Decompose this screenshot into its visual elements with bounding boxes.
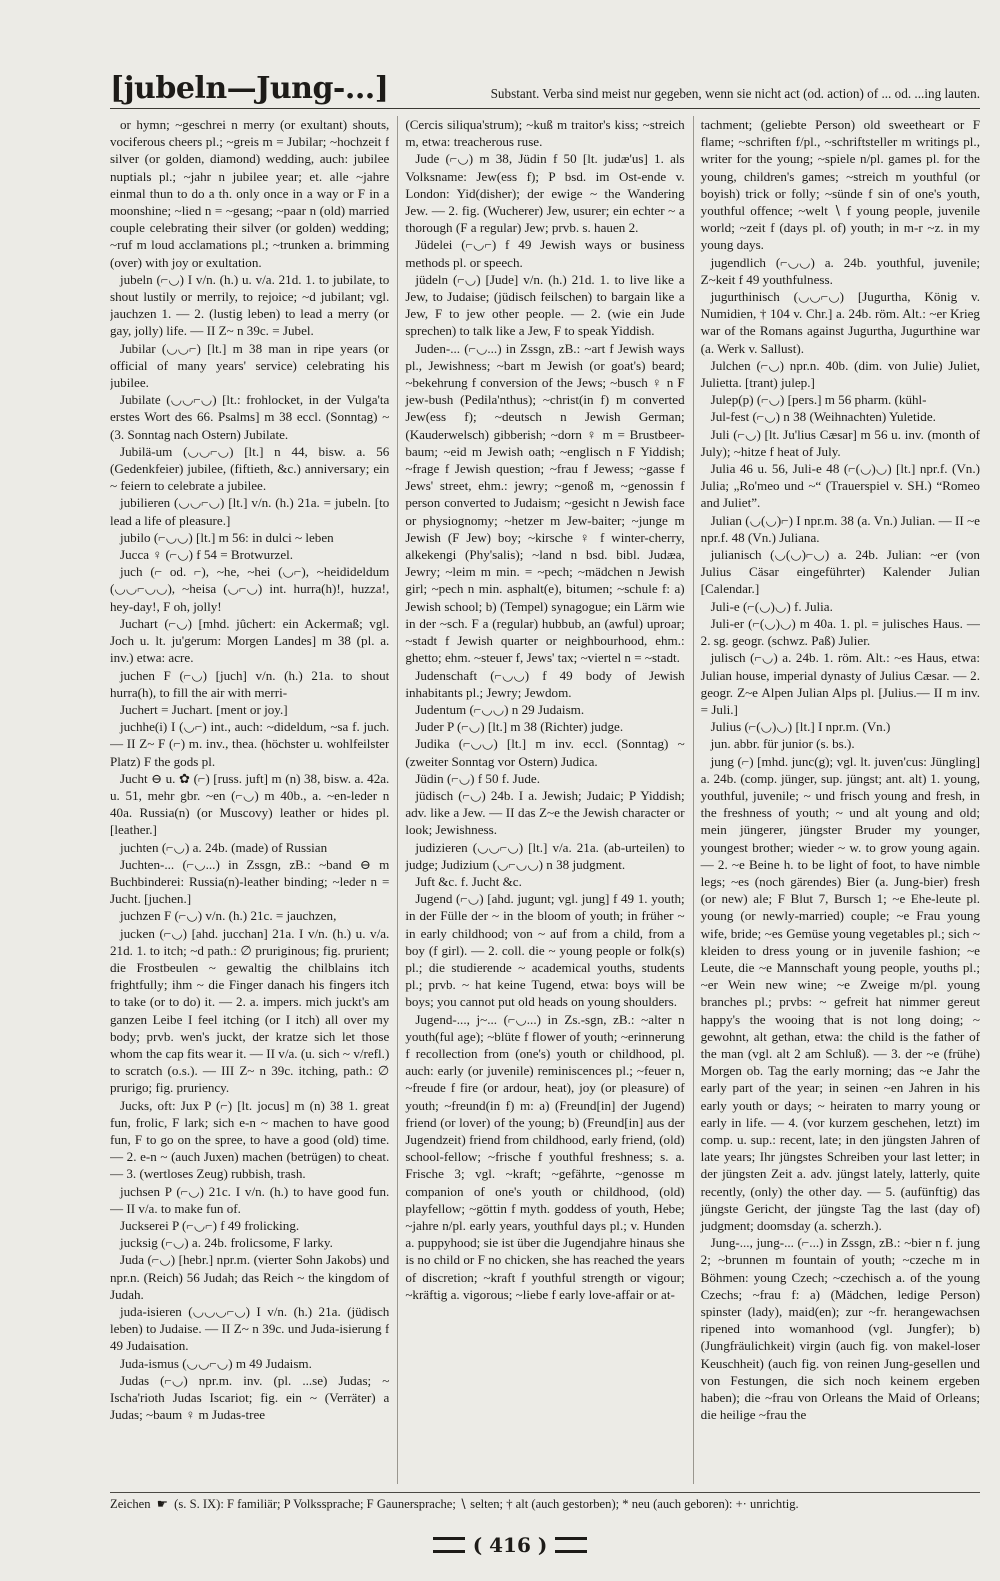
dictionary-entry: jüdeln (⌐◡) [Jude] v/n. (h.) 21d. 1. to live like a Jew, to Judaise; (jüdisch feilschen) to bargain like a Jew, F to jew other people. — 2. (wie ein Jude sprechen) to talk like a Jew, F to speak Yiddish. — [405, 271, 685, 339]
dictionary-entry: Judentum (⌐◡◡) n 29 Judaism. — [415, 701, 585, 717]
dictionary-entry: jucksig (⌐◡) a. 24b. frolicsome, F larky. — [120, 1235, 333, 1251]
dictionary-entry: Judenschaft (⌐◡◡) f 49 body of Jewish inhabitants pl.; Jewry; Jewdom. — [405, 667, 685, 700]
dictionary-entry: jüdisch (⌐◡) 24b. I a. Jewish; Judaic; P Yiddish; adv. like a Jew. — II das Z~e the Jewish character or look; Jewishness. — [405, 787, 685, 838]
header-note: Substant. Verba sind meist nur gegeben, wenn sie nicht act (od. action) of ... od. ...ing lauten. — [490, 86, 980, 101]
dictionary-entry: Juchten-... (⌐◡...) in Zssgn, zB.: ~band ⊖ m Buchbinderei: Russia(n)-leather binding; ~leder n = Jucht. [juchen.] — [110, 856, 390, 907]
dictionary-entry: Julchen (⌐◡) npr.n. 40b. (dim. von Julie) Juliet, Julietta. [trant) julep.] — [700, 357, 980, 391]
dictionary-entry: Jucks, oft: Jux P (⌐) [lt. jocus] m (n) 38 1. great fun, frolic, F lark; sich e-n ~ machen to have good fun, F to go on the spree, to have a good (old) time. — 2. e-n ~ (auch Juxen) machen (betrügen) to cheat. — 3. (wertloses Zeug) rubbish, trash. — [110, 1097, 390, 1182]
legend-text: (s. S. IX): F familiär; P Volkssprache; F Gaunersprache; ∖ selten; † alt (auch gestorben); * neu (auch geboren): +· unrichtig. — [174, 1497, 799, 1511]
dictionary-entry: juchen F (⌐◡) [juch] v/n. (h.) 21a. to shout hurra(h), to fill the air with merri- — [110, 667, 390, 700]
dictionary-entry: Juli-er (⌐(◡)◡) m 40a. 1. pl. = julisches Haus. — 2. sg. geogr. (schwz. Paß) Julier. — [700, 615, 980, 649]
dictionary-entry: Jung-..., jung-... (⌐...) in Zssgn, zB.: ~bier n f. jung 2; ~brunnen m fountain of youth; ~czeche m in Böhmen: young Czech; ~czechisch a. of the young Czechs; ~frau f: a) (Mädchen, ledige Person) spinster (lady), maid(en); zur ~fr. herangewachsen ripened into womanhood (vgl. Jungfer); b) (Jungfräulichkeit) virgin (auch fig. von makel-loser Keuschheit) (auch fig. von reinen Jung-gesellen und von Festungen, die sich noch keinem ergeben haben); die ~frau von Orleans the Maid of Orleans; die heilige ~frau the — [700, 1235, 980, 1423]
dictionary-entry: jun. abbr. für junior (s. bs.). — [710, 736, 855, 752]
dictionary-entry: Juchart (⌐◡) [mhd. jûchert: ein Ackermaß; vgl. Joch u. lt. ju'gerum: Morgen Landes] m 38 (pl. a. inv.) etwa: acre. — [110, 615, 390, 666]
dictionary-entry: juchsen P (⌐◡) 21c. I v/n. (h.) to have good fun. — II v/a. to make fun of. — [110, 1183, 390, 1216]
page-number-block — [420, 1530, 600, 1560]
dictionary-entry: Jubilate (◡◡⌐◡) [lt.: frohlocket, in der Vulga'ta erstes Wort des 66. Psalms] m 38 eccl. (Sonntag) ~ (3. Sonntag nach Ostern) Jubilate. — [110, 392, 390, 442]
columns — [110, 116, 980, 1484]
dictionary-entry: or hymn; ~geschrei n merry (or exultant) shouts, vociferous cheers pl.; ~greis m = Jubilar; ~hochzeit f silver (or golden, diamond) wedding, auch: jubilee nuptials pl.; ~jahr n jubilee year; et. alle ~jahre einmal thun to do a th. only once in a way or F in a moonshine; ~lied n = ~gesang; ~paar n (old) married couple celebrating their silver (or golden) wedding; ~ruf m loud acclamations pl.; ~trunken a. brimming (over) with joy or exultation. — [110, 117, 390, 270]
dictionary-entry: Jüdin (⌐◡) f 50 f. Jude. — [415, 770, 540, 786]
dictionary-entry: Jubilä-um (◡◡⌐◡) [lt.] n 44, bisw. a. 56 (Gedenkfeier) jubilee, (fiftieth, &c.) anniversary; ein ~ feiern to celebrate a jubilee. — [110, 443, 390, 494]
dictionary-entry: julisch (⌐◡) a. 24b. 1. röm. Alt.: ~es Haus, etwa: Julian house, imperial dynasty of Julius Cæsar. — 2. geogr. Z~e Alpen Julian Alps pl. [Julius.— II m inv. = Juli.] — [700, 650, 980, 717]
column-right — [693, 116, 980, 1484]
dictionary-entry: jugendlich (⌐◡◡) a. 24b. youthful, juvenile; Z~keit f 49 youthfulness. — [700, 254, 980, 287]
dictionary-entry: jugurthinisch (◡◡⌐◡) [Jugurtha, König v. Numidien, † 104 v. Chr.] a. 24b. röm. Alt.: ~er Krieg war of the Romans against Jugurtha, Jugurthine war (a. Werk v. Sallust). — [700, 289, 980, 356]
dictionary-entry: Juchert = Juchart. [ment or joy.] — [120, 701, 288, 717]
dictionary-entry: Juder P (⌐◡) [lt.] m 38 (Richter) judge. — [415, 719, 624, 735]
dictionary-entry: Jude (⌐◡) m 38, Jüdin f 50 [lt. judæ'us] 1. als Volksname: Jew(ess f); P bsd. im Ost-ende v. London: Yid(disher); der ewige ~ the Wandering Jew. — 2. fig. (Wucherer) Jew, usurer; ein echter ~ a thorough (F a regular) Jew; prvb. s. hauen 2. — [405, 151, 685, 236]
dictionary-entry: juchten (⌐◡) a. 24b. (made) of Russian — [120, 839, 328, 855]
dictionary-entry: Juda (⌐◡) [hebr.] npr.m. (vierter Sohn Jakobs) und npr.n. (Reich) 56 Judah; das Reich ~ the kingdom of Judah. — [110, 1252, 390, 1302]
dictionary-entry: judizieren (◡◡⌐◡) [lt.] v/a. 21a. (ab-urteilen) to judge; Judizium (◡⌐◡◡) n 38 judgment. — [405, 839, 685, 872]
dictionary-entry: jubeln (⌐◡) I v/n. (h.) u. v/a. 21d. 1. to jubilate, to shout lustily or merrily, to rejoice; ~d jubilant; vgl. jauchzen 1. — 2. (lustig leben) to lead a merry (or gay, jolly) life. — II Z~ n 39c. = Jubel. — [110, 271, 390, 339]
guide-words: [jubeln—Jung-...] — [110, 71, 389, 106]
column-left — [110, 116, 389, 1484]
dictionary-entry: Jugend (⌐◡) [ahd. jugunt; vgl. jung] f 49 1. youth; in der Fülle der ~ in the bloom of youth; in früher ~ in early childhood; von ~ auf from a child, from a boy (f girl). — 2. coll. die ~ young people or folk(s) pl.; die studierende ~ academical youths, students pl.; prvb. ~ hat keine Tugend, etwa: boys will be boys; you cannot put old heads on young shoulders. — [405, 891, 685, 1010]
dictionary-entry: jubilieren (◡◡⌐◡) [lt.] v/n. (h.) 21a. = jubeln. [to lead a life of pleasure.] — [110, 495, 390, 528]
dictionary-entry: juchhe(i) I (◡⌐) int., auch: ~dideldum, ~sa f. juch. — II Z~ F (⌐) m. inv., thea. (höchster u. wohlfeilster Platz) F the gods pl. — [110, 719, 390, 769]
ornament-right-icon — [555, 1537, 587, 1553]
dictionary-entry: Juckserei P (⌐◡⌐) f 49 frolicking. — [120, 1218, 300, 1233]
column-middle — [397, 116, 684, 1484]
dictionary-entry: julianisch (◡(◡)⌐◡) a. 24b. Julian: ~er (von Julius Cäsar eingeführter) Kalender Julian [Calendar.] — [700, 547, 980, 597]
dictionary-entry: (Cercis siliqua'strum); ~kuß m traitor's kiss; ~streich m, etwa: treacherous ruse. — [405, 117, 685, 150]
dictionary-entry: Jugend-..., j~... (⌐◡...) in Zs.-sgn, zB.: ~alter n youth(ful age); ~blüte f flower of youth; ~erinnerung f recollection from (one's) youth or childhood, pl. auch: early (or juvenile) reminiscences pl.; ~feuer n, ~freude f fire (or ardour, heat), joy (or pleasure) of youth; ~freund(in f) m: a) (Freund[in] der Jugend) friend (or lover) of the young; b) (Freund[in] aus der Jugendzeit) friend from childhood, early friend, (old) school-fellow; ~frische f youthful freshness; s. a. Frische 3; vgl. ~kraft; ~gefährte, ~genosse m companion of one's youth or childhood, (old) playfellow; ~göttin f myth. goddess of youth, Hebe; ~jahre n/pl. early years, youthful days pl.; v. Hunden a. puppyhood; sie ist über die Jugendjahre hinaus she is no child or F no chicken, she has reached the years of discretion; ~kraft f youthful strength or vigour; ~kräftig a. vigorous; ~liebe f early love-affair or at- — [405, 1011, 685, 1302]
dictionary-entry: Judika (⌐◡◡) [lt.] m inv. eccl. (Sonntag) ~ (zweiter Sonntag vor Ostern) Judica. — [405, 736, 685, 769]
dictionary-entry: juchzen F (⌐◡) v/n. (h.) 21c. = jauchzen, — [120, 908, 337, 924]
dictionary-entry: Jucca ♀ (⌐◡) f 54 = Brotwurzel. — [120, 547, 294, 563]
page-number: ( 416 ) — [472, 1533, 548, 1557]
dictionary-entry: Juden-... (⌐◡...) in Zssgn, zB.: ~art f Jewish ways pl., Jewishness; ~bart m Jewish (or goat's) beard; ~bekehrung f conversion of the Jews; ~busch ♀ n F jew-bush (Pedila'nthus); ~christ(in f) m converted Jew(ess f); ~deutsch n Jewish German; (Kauderwelsch) gibberish; ~dorn ♀ m = Brustbeer-baum; ~eid m Jewish oath; ~englisch n F Yiddish; ~frage f Jewish question; ~frau f Jewess; ~gasse f Jews' street, ehm.: jewry; ~genoß m, ~genossin f person converted to Judaism; ~gesicht n Jewish face or physiognomy; ~hetzer m Jew-baiter; ~junge m Jewish (F Jew) boy; ~kirsche ♀ f winter-cherry, alkekengi (Phy'salis); ~land n bsd. bibl. Judæa, Jewry; ~leim m min. = ~pech; ~mädchen n Jewish girl; ~pech n min. asphalt(e), bitumen; ~schule f: a) Jewish school; b) (Tempel) synagogue; ein Lärm wie in der ~sch. F a (regular) hubbub, an (awful) uproar; ~stadt f Jewish quarter or neighbourhood, ehm.: ghetto; ehm. ~steuer f, Jews' tax; ~viertel n = ~stadt. — [405, 340, 685, 666]
dictionary-entry: juda-isieren (◡◡◡⌐◡) I v/n. (h.) 21a. (jüdisch leben) to Judaise. — II Z~ n 39c. und Juda-isierung f 49 Judaisation. — [110, 1304, 390, 1354]
dictionary-entry: juch (⌐ od. ⌐), ~he, ~hei (◡⌐), ~heidideldum (◡◡⌐◡◡), ~heisa (◡⌐◡) int. hurra(h)!, huzza!, hey-day!, F oh, jolly! — [110, 564, 390, 614]
dictionary-entry: tachment; (geliebte Person) old sweetheart or F flame; ~schriften f/pl., ~schriftsteller m writings pl., writer for the young; ~spiele n/pl. games pl. for the young, children's games; ~streich m youthful (or boyish) trick or folly; ~sünde f sin of one's youth, youthful offence; ~welt ∖ f young people, juvenile world; ~zeit f (days pl. of) youth; in m-r ~z. in my young days. — [700, 117, 980, 253]
dictionary-entry: jucken (⌐◡) [ahd. jucchan] 21a. I v/n. (h.) u. v/a. 21d. 1. to itch; ~d path.: ∅ pruriginous; fig. prurient; die Frostbeulen ~ gewaltig the chilblains itch frightfully; ihm ~ die Finger danach his fingers itch to take (or to do) it. — 2. a. impers. mich juckt's am ganzen Leibe I feel itching (or I itch) all over my body; prvb. wen's juckt, der kratze sich let those whom the cap fits wear it. — II v/a. (u. sich ~ v/refl.) to scratch (o.s.). — III Z~ n 39c. itching, path.: ∅ prurigo; fig. pruriency. — [110, 925, 390, 1096]
page-header — [110, 64, 980, 109]
dictionary-entry: Juli (⌐◡) [lt. Ju'lius Cæsar] m 56 u. inv. (month of July); ~hitze f heat of July. — [700, 426, 980, 459]
ornament-left-icon — [433, 1537, 465, 1553]
dictionary-entry: jubilo (⌐◡◡) [lt.] m 56: in dulci ~ leben — [120, 529, 334, 545]
dictionary-entry: Juli-e (⌐(◡)◡) f. Julia. — [710, 598, 833, 614]
dictionary-entry: Jucht ⊖ u. ✿ (⌐) [russ. juft] m (n) 38, bisw. a. 42a. u. 51, mehr gbr. ~en (⌐◡) m 40b., a. ~en-leder n 40a. Russia(n) (or Muscovy) leather or hides pl. [leather.] — [110, 770, 390, 838]
legend-label: Zeichen — [110, 1497, 151, 1511]
legend-footer — [110, 1492, 980, 1515]
dictionary-entry: Jubilar (◡◡⌐) [lt.] m 38 man in ripe years (or official of many years' service) celebrating his jubilee. — [110, 340, 390, 391]
dictionary-entry: Julep(p) (⌐◡) [pers.] m 56 pharm. (kühl- — [710, 392, 927, 408]
dictionary-entry: Julius (⌐(◡)◡) [lt.] I npr.m. (Vn.) — [710, 719, 891, 735]
pointing-hand-icon: ☛ — [156, 1497, 169, 1511]
dictionary-entry: jung (⌐) [mhd. junc(g); vgl. lt. juven'cus: Jüngling] a. 24b. (comp. jünger, sup. jüngst; ant. alt) 1. young, youthful, juvenile; ~ und frisch young and fresh, in the freshness of youth; ~ und alt young and old; mein jüngerer, jüngster Bruder my younger, youngest brother; wieder ~ w. to grow young again. — 2. ~e Beine h. to be light of foot, to have nimble legs; ~es (noch gärendes) Bier (a. Jung-bier) fresh (or new) ale; F Blut 7, Bursch 1; ~e Ehe-leute pl. young (or newly-married) couple; ~e Frau young wife, bride; ~es Gemüse young vegetables pl.; sich ~ kleiden to dress young or in juvenile fashion; ~e Leute, die ~e Mannschaft young people, youths pl.; ~er Wein new wine; ~e Zweige m/pl. young branches pl.; prvbs: ~ gefreit hat nimmer gereut happy's the wooing that is not long doing; ~ gewohnt, alt gethan, etwa: the child is the father of the man (vgl. alt 2 am Schluß). — 3. der ~e (frühe) Morgen ob. Tag the early morning; das ~e Jahr the early part of the year; in seinen ~en Jahren in his early youth or days; ~ heiraten to marry young or early in life. — 4. (vor kurzem geschehen, letzt) im comp. u. sup.: recent, late; in den jüngsten Jahren of late years; Ihr jüngstes Schreiben your last letter; in der jüngsten Zeit a. adv. jüngst lately, latterly, quite recently, (only) the other day. — 5. (aufünftig) das jüngste Gericht, der jüngste Tag the last (day of) judgment; doomsday (a. scherzh.). — [700, 753, 980, 1233]
dictionary-entry: Judas (⌐◡) npr.m. inv. (pl. ...se) Judas; ~ Ischa'rioth Judas Iscariot; fig. ein ~ (Verräter) a Judas; ~baum ♀ m Judas-tree — [110, 1372, 390, 1423]
dictionary-entry: Julian (◡(◡)⌐) I npr.m. 38 (a. Vn.) Julian. — II ~e npr.f. 48 (Vn.) Juliana. — [700, 512, 980, 545]
dictionary-entry: Jüdelei (⌐◡⌐) f 49 Jewish ways or business methods pl. or speech. — [405, 237, 685, 270]
dictionary-entry: Juda-ismus (◡◡⌐◡) m 49 Judaism. — [120, 1355, 312, 1371]
dictionary-entry: Julia 46 u. 56, Juli-e 48 (⌐(◡)◡) [lt.] npr.f. (Vn.) Julia; „Ro'meo und ~“ (Trauerspiel v. SH.) “Romeo and Juliet”. — [700, 461, 980, 511]
dictionary-entry: Juft &c. f. Jucht &c. — [415, 873, 522, 889]
dictionary-entry: Jul-fest (⌐◡) n 38 (Weihnachten) Yuletide. — [710, 409, 936, 425]
